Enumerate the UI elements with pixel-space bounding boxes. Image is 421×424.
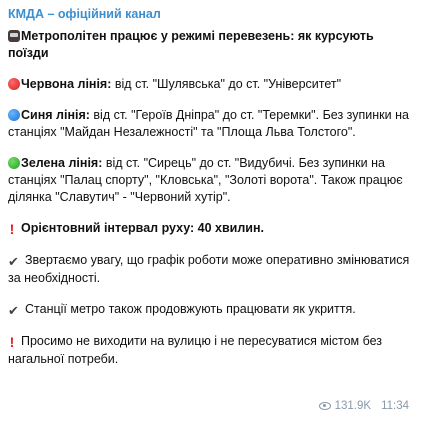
interval-paragraph [8, 220, 413, 238]
shelter-note-text: Станції метро також продовжують працювати як укриття. [25, 302, 356, 316]
red-line-text: від ст. "Шулявська" до ст. "Університет" [111, 77, 342, 91]
red-circle-icon [8, 78, 20, 90]
blue-circle-icon [8, 109, 20, 121]
exclamation-icon: ! [9, 221, 15, 237]
view-count: 131.9K [334, 400, 372, 412]
channel-name[interactable]: КМДА – офіційний канал [8, 7, 161, 21]
schedule-note-paragraph [8, 252, 413, 287]
exclamation-icon: ! [9, 334, 15, 350]
green-line-text: від ст. "Сирець" до ст. "Видубичі. Без зупинки на станціях "Палац спорту", "Кловська", "Золоті ворота". Також працює ділянка "Славутич" - "Червоний хутір". [8, 156, 403, 204]
check-icon: ✔ [8, 303, 19, 318]
message-headline [8, 28, 413, 62]
check-icon: ✔ [8, 254, 19, 269]
green-circle-icon [8, 157, 20, 169]
message-meta [319, 400, 409, 412]
blue-line-label: Синя лінія: [21, 108, 90, 122]
blue-line-paragraph [8, 107, 413, 141]
blue-line-text: від ст. "Героїв Дніпра" до ст. "Теремки". Без зупинки на станціях "Майдан Незалежності" та "Площа Льва Толстого". [8, 108, 409, 139]
request-paragraph [8, 333, 413, 368]
green-line-label: Зелена лінія: [21, 156, 103, 170]
shelter-note-paragraph [8, 301, 413, 319]
metro-train-icon [8, 30, 20, 42]
request-text: Просимо не виходити на вулицю і не пересуватися містом без нагальної потреби. [8, 334, 383, 366]
green-line-paragraph [8, 155, 413, 206]
interval-text: Орієнтовний інтервал руху: 40 хвилин. [21, 221, 265, 235]
red-line-paragraph [8, 76, 413, 93]
red-line-label: Червона лінія: [21, 77, 112, 91]
eye-icon [319, 402, 331, 410]
schedule-note-text: Звертаємо увагу, що графік роботи може оперативно змінюватися за необхідності. [8, 253, 410, 285]
headline-text: Метрополітен працює у режимі перевезень: як курсують поїзди [8, 29, 374, 60]
message-time: 11:34 [381, 400, 409, 412]
